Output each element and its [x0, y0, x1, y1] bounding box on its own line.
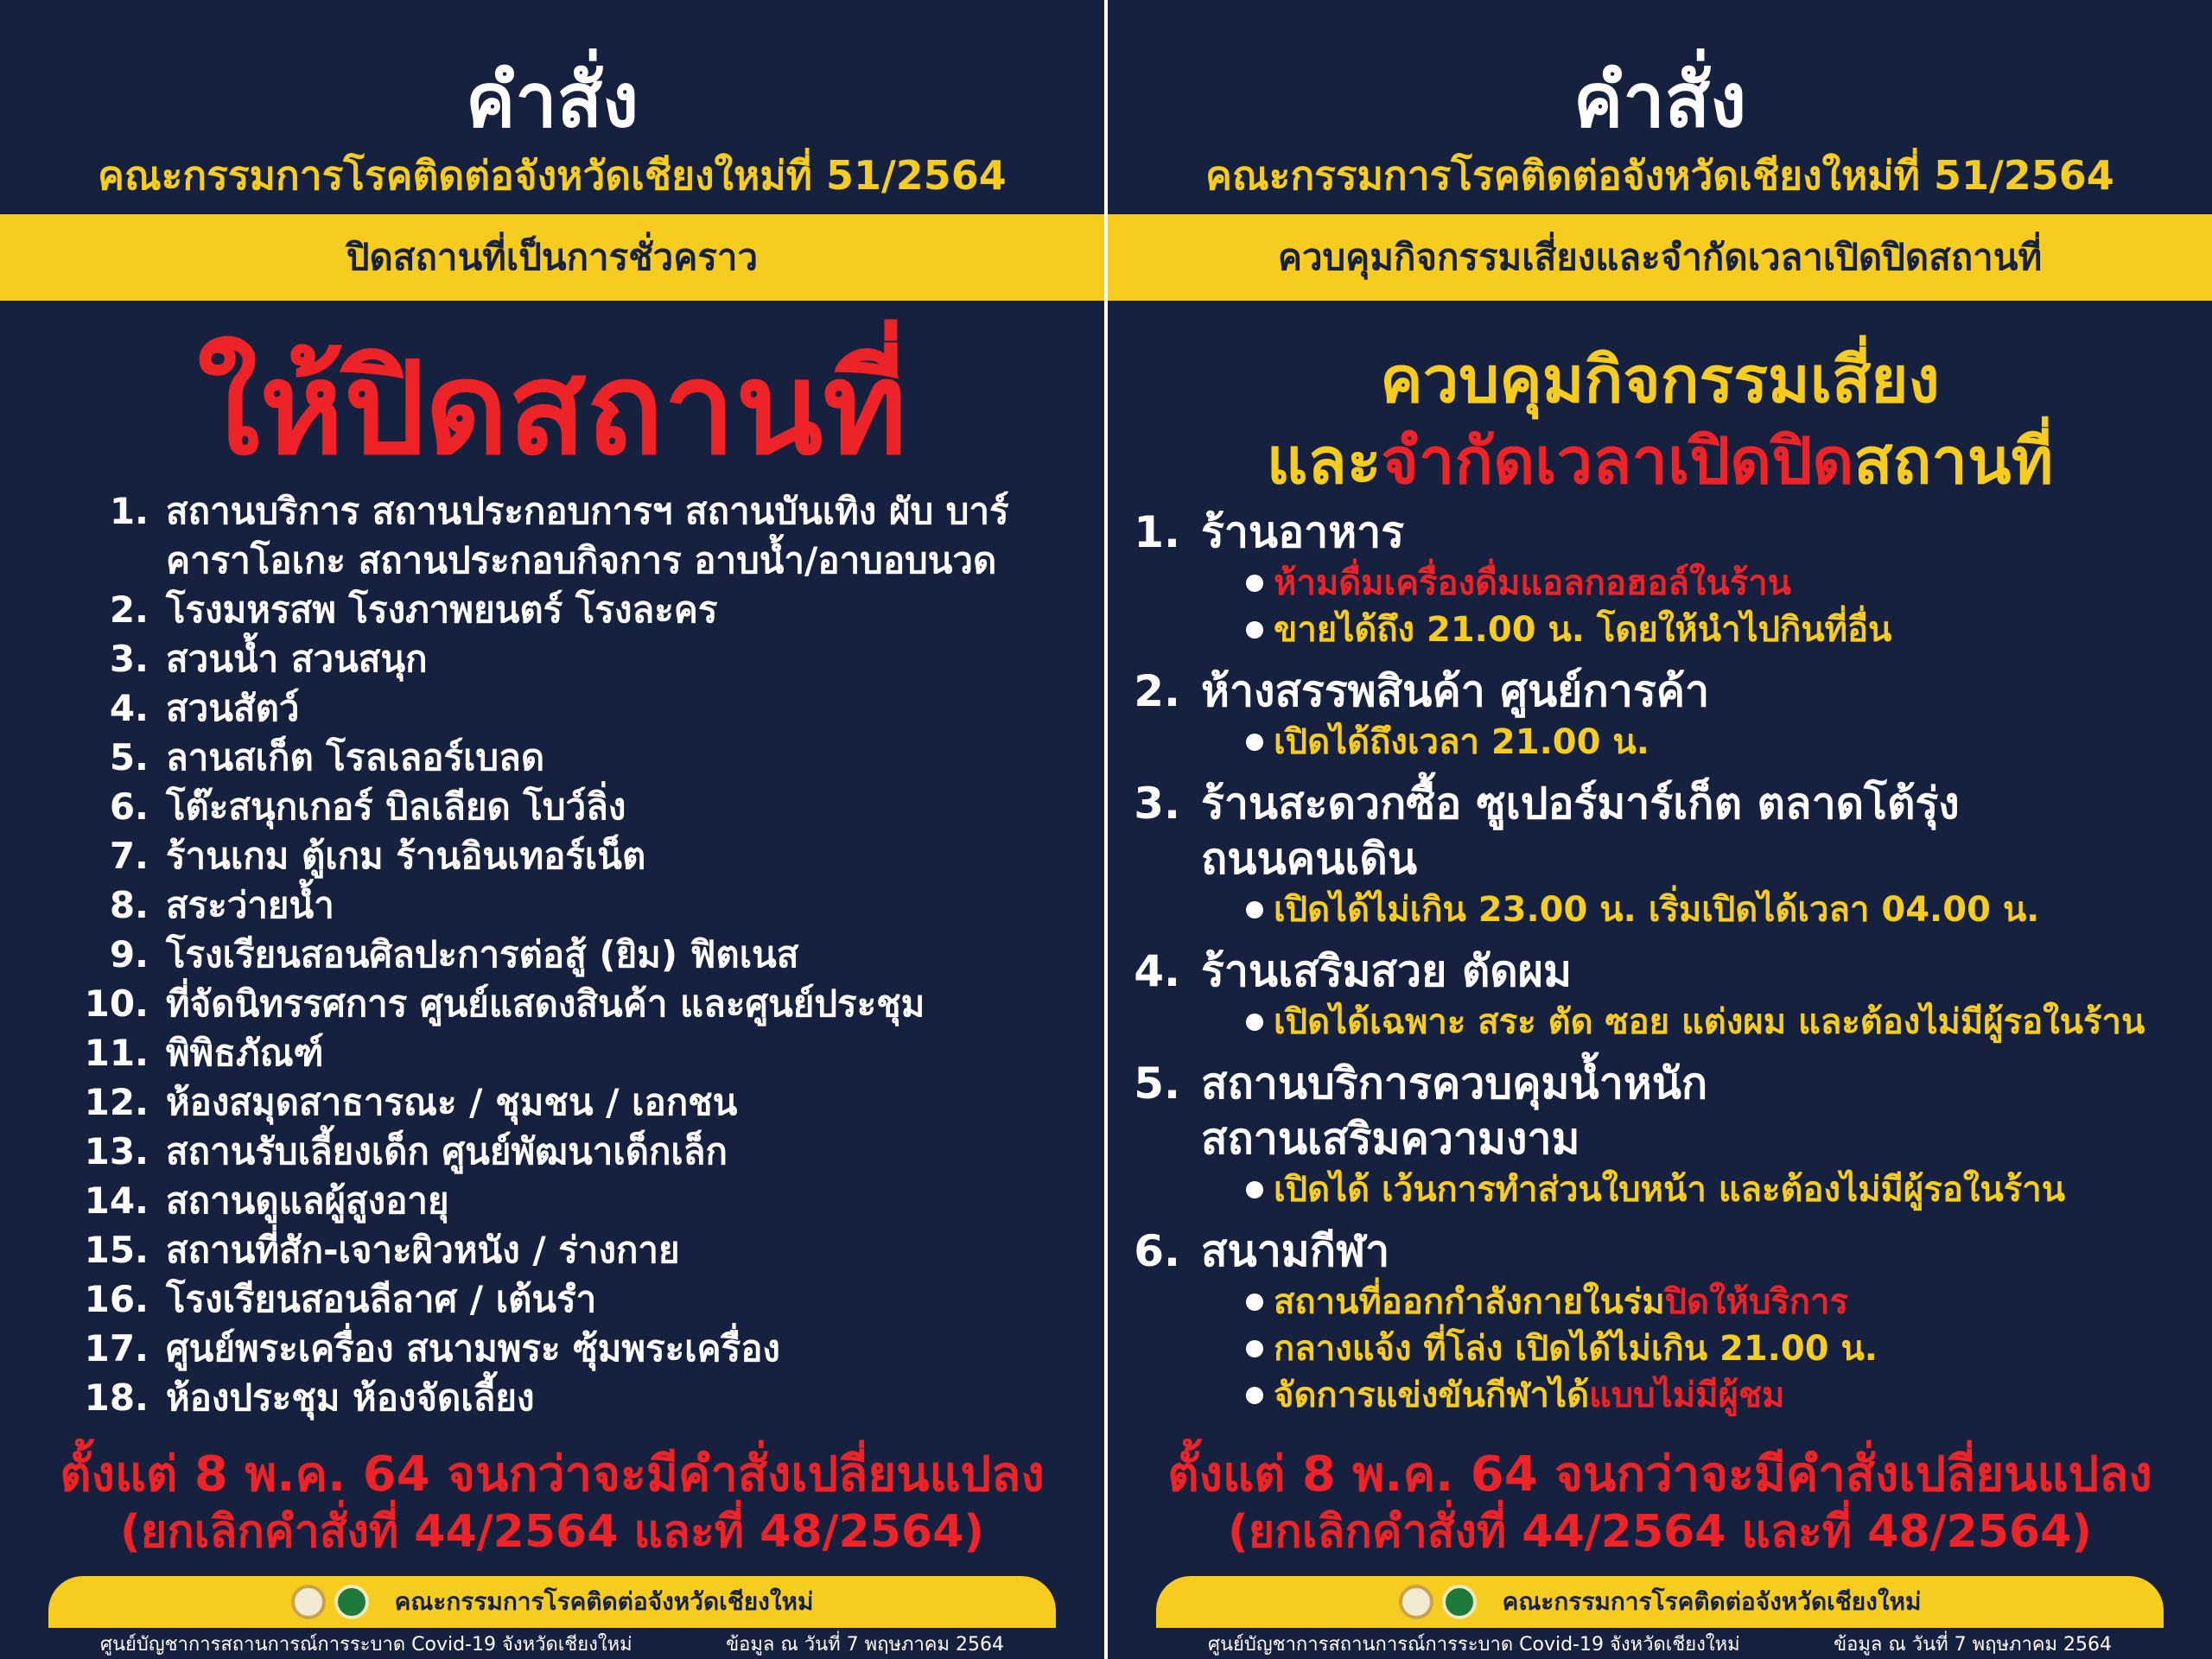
province-seal-icon	[291, 1585, 326, 1619]
org-name: คณะกรรมการโรคติดต่อจังหวัดเชียงใหม่	[394, 1587, 814, 1616]
bullet-icon	[1246, 1181, 1263, 1198]
right-title: คำสั่ง	[1573, 58, 1747, 144]
section-convenience-store: 3. ร้านสะดวกซื้อ ซูเปอร์มาร์เก็ต ตลาดโต้รุ่ง ถนนคนเดิน เปิดได้ไม่เกิน 23.00 น. เริ่มเปิดได้เวลา 04.00 น.	[1134, 779, 2040, 930]
bullet-icon	[1246, 1387, 1263, 1404]
right-headline-1: ควบคุมกิจกรรมเสี่ยง	[1380, 343, 1940, 417]
list-item: 4. สวนสัตว์	[109, 687, 300, 729]
health-office-seal-icon	[334, 1585, 369, 1619]
list-item: 2. โรงมหรสพ โรงภาพยนตร์ โรงละคร	[109, 588, 718, 631]
command-center-text: ศูนย์บัญชาการสถานการณ์การระบาด Covid-19 จังหวัดเชียงใหม่	[100, 1633, 632, 1656]
list-item: 9. โรงเรียนสอนศิลปะการต่อสู้ (ยิม) ฟิตเนส	[109, 933, 799, 976]
list-item: 10. ที่จัดนิทรรศการ ศูนย์แสดงสินค้า และศูนย์ประชุม	[84, 982, 925, 1025]
section-restaurant: 1. ร้านอาหาร ห้ามดื่มเครื่องดื่มแอลกอฮอล์ในร้าน ขายได้ถึง 21.00 น. โดยให้นำไปกินที่อื่น	[1134, 507, 1892, 650]
province-seal-icon	[1399, 1585, 1433, 1619]
list-item: 18. ห้องประชุม ห้องจัดเลี้ยง	[84, 1376, 535, 1419]
restricted-activities-list	[1108, 505, 2212, 1429]
right-committee: คณะกรรมการโรคติดต่อจังหวัดเชียงใหม่ที่ 51/2564	[1205, 152, 2114, 199]
org-bar	[48, 1576, 1056, 1628]
list-item: 14. สถานดูแลผู้สูงอายุ	[84, 1179, 449, 1222]
bullet-icon	[1246, 575, 1263, 592]
left-committee: คณะกรรมการโรคติดต่อจังหวัดเชียงใหม่ที่ 51/2564	[98, 152, 1007, 199]
section-mall: 2. ห้างสรรพสินค้า ศูนย์การค้า เปิดได้ถึงเวลา 21.00 น.	[1134, 666, 1710, 762]
closed-places-list	[69, 486, 1089, 1422]
list-item: 6. โต๊ะสนุกเกอร์ บิลเลียด โบว์ลิ่ง	[109, 785, 626, 828]
command-center-text: ศูนย์บัญชาการสถานการณ์การระบาด Covid-19 จังหวัดเชียงใหม่	[1208, 1633, 1740, 1656]
bullet-icon	[1246, 1014, 1263, 1031]
source-line	[1156, 1628, 2164, 1659]
bullet-icon	[1246, 621, 1263, 639]
list-item: 17. ศูนย์พระเครื่อง สนามพระ ซุ้มพระเครื่อง	[84, 1327, 780, 1370]
bullet-icon	[1246, 1340, 1263, 1357]
left-panel	[0, 0, 1104, 1659]
list-item: 12. ห้องสมุดสาธารณะ / ชุมชน / เอกชน	[84, 1081, 738, 1123]
right-panel	[1108, 0, 2212, 1659]
left-banner: ปิดสถานที่เป็นการชั่วคราว	[0, 214, 1104, 301]
data-date-text: ข้อมูล ณ วันที่ 7 พฤษภาคม 2564	[1834, 1633, 2112, 1656]
list-item: 16. โรงเรียนสอนลีลาศ / เต้นรำ	[84, 1278, 597, 1320]
left-title: คำสั่ง	[465, 58, 639, 144]
cancel-orders-text: (ยกเลิกคำสั่งที่ 44/2564 และที่ 48/2564)	[1227, 1506, 2093, 1558]
section-stadium: 6. สนามกีฬา สถานที่ออกกำลังกายในร่ม ปิดให้บริการ กลางแจ้ง ที่โล่ง เปิดได้ไม่เกิน 21.00 น. จัดการแข่งขันกีฬาได้ แบบไม่มีผู้ชม	[1134, 1226, 1878, 1415]
bullet-icon	[1246, 734, 1263, 751]
right-banner: ควบคุมกิจกรรมเสี่ยงและจำกัดเวลาเปิดปิดสถานที่	[1108, 214, 2212, 301]
list-item: 5. ลานสเก็ต โรลเลอร์เบลด	[109, 736, 545, 779]
source-line	[48, 1628, 1056, 1659]
org-bar	[1156, 1576, 2164, 1628]
list-item: 8. สระว่ายน้ำ	[109, 884, 334, 926]
list-item: 1. สถานบริการ สถานประกอบการฯ สถานบันเทิง ผับ บาร์ คาราโอเกะ สถานประกอบกิจการ อาบน้ำ/อาบอบนวด	[109, 490, 1009, 582]
effective-date-text: ตั้งแต่ 8 พ.ค. 64 จนกว่าจะมีคำสั่งเปลี่ยนแปลง	[1167, 1446, 2152, 1503]
list-item: 15. สถานที่สัก-เจาะผิวหนัง / ร่างกาย	[84, 1229, 680, 1271]
org-name: คณะกรรมการโรคติดต่อจังหวัดเชียงใหม่	[1502, 1587, 1922, 1616]
section-salon: 4. ร้านเสริมสวย ตัดผม เปิดได้เฉพาะ สระ ตัด ซอย แต่งผม และต้องไม่มีผู้รอในร้าน	[1134, 946, 2145, 1042]
data-date-text: ข้อมูล ณ วันที่ 7 พฤษภาคม 2564	[726, 1633, 1004, 1656]
section-beauty: 5. สถานบริการควบคุมน้ำหนัก สถานเสริมความงาม เปิดได้ เว้นการทำส่วนใบหน้า และต้องไม่มีผู้รอในร้าน	[1134, 1058, 2066, 1210]
list-item: 13. สถานรับเลี้ยงเด็ก ศูนย์พัฒนาเด็กเล็ก	[84, 1130, 728, 1173]
right-headline-2: และจำกัดเวลาเปิดปิดสถานที่	[1266, 424, 2054, 499]
bullet-icon	[1246, 1294, 1263, 1311]
health-office-seal-icon	[1442, 1585, 1477, 1619]
list-item: 11. พิพิธภัณฑ์	[84, 1032, 324, 1074]
left-headline: ให้ปิดสถานที่	[197, 334, 907, 483]
cancel-orders-text: (ยกเลิกคำสั่งที่ 44/2564 และที่ 48/2564)	[119, 1506, 985, 1558]
list-item: 7. ร้านเกม ตู้เกม ร้านอินเทอร์เน็ต	[109, 835, 646, 877]
list-item: 3. สวนน้ำ สวนสนุก	[109, 638, 428, 680]
bullet-icon	[1246, 901, 1263, 918]
effective-date-text: ตั้งแต่ 8 พ.ค. 64 จนกว่าจะมีคำสั่งเปลี่ยนแปลง	[60, 1446, 1045, 1503]
